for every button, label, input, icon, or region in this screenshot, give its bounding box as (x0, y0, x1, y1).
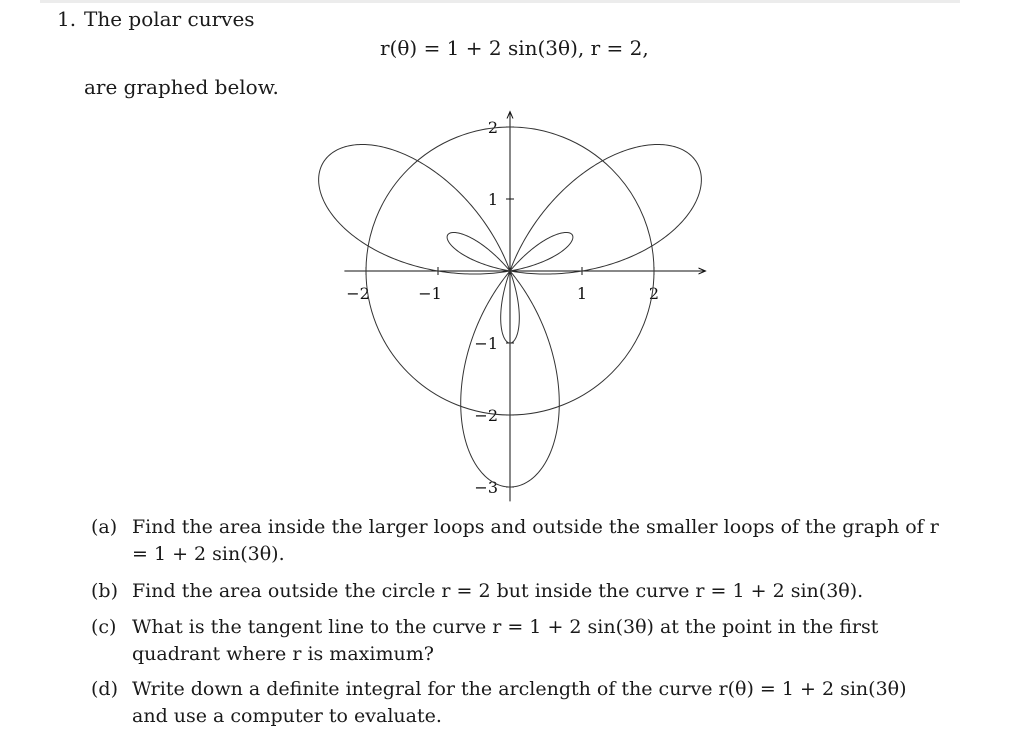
y-tick-label: −1 (474, 334, 498, 353)
top-rule (40, 0, 960, 3)
y-tick-label: −2 (474, 406, 498, 425)
polar-plot (300, 118, 730, 497)
y-tick-label: −3 (474, 478, 498, 497)
x-tick-label: 1 (576, 284, 588, 303)
x-tick-label: 2 (648, 284, 660, 303)
y-tick-label: 1 (487, 190, 498, 209)
y-tick-label: 2 (487, 118, 498, 137)
part-label: (b) (91, 580, 118, 602)
x-tick-label: −2 (346, 284, 370, 303)
part-label: (c) (91, 616, 117, 638)
part-text: Find the area outside the circle r = 2 but inside the curve r = 1 + 2 sin(3θ). (132, 580, 864, 602)
part-d (91, 676, 941, 730)
part-label: (a) (91, 516, 118, 538)
part-text: What is the tangent line to the curve r = 1 + 2 sin(3θ) at the point in the first quadrant where r is maximum? (132, 616, 879, 665)
part-text: Write down a definite integral for the arclength of the curve r(θ) = 1 + 2 sin(3θ) and use a computer to evaluate. (132, 678, 907, 727)
problem-after-text: are graphed below. (84, 75, 279, 99)
part-text: Find the area inside the larger loops and outside the smaller loops of the graph of r = 1 + 2 sin(3θ). (132, 516, 939, 565)
part-c (91, 614, 941, 668)
part-a (91, 514, 941, 568)
display-equation: r(θ) = 1 + 2 sin(3θ), r = 2, (380, 36, 649, 60)
problem-number: 1. (57, 7, 77, 31)
part-b (91, 578, 941, 605)
part-label: (d) (91, 678, 118, 700)
x-tick-label: −1 (418, 284, 442, 303)
problem-intro: The polar curves (84, 7, 255, 31)
